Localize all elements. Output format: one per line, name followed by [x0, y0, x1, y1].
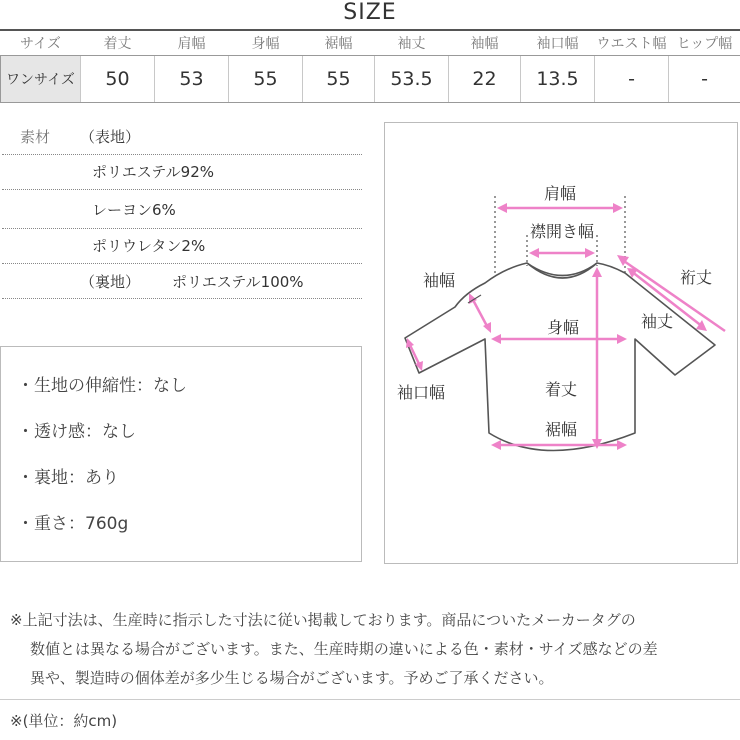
cuff-width-arrow: [406, 338, 423, 371]
properties-box: [0, 346, 362, 562]
divider: [2, 228, 362, 229]
header-waist-width: ウエスト幅: [596, 36, 667, 52]
sleeve-width-arrow: [469, 293, 491, 333]
cell-sleeve-length: 53.5: [375, 56, 449, 103]
size-table: [0, 31, 740, 103]
divider: [2, 263, 362, 264]
notes-section: [0, 602, 740, 700]
label-neck-width: 襟開き幅: [529, 222, 595, 241]
header-cuff-width: 袖口幅: [536, 36, 579, 52]
header-length: 着丈: [103, 36, 132, 52]
label-body-width: 身幅: [546, 318, 580, 337]
cell-waist-width: -: [595, 56, 669, 103]
header-sleeve-length: 袖丈: [397, 36, 426, 52]
note-line-3: 異や、製造時の個体差が多少生じる場合がございます。予めご了承ください。: [30, 669, 554, 687]
header-shoulder-width: 肩幅: [177, 36, 206, 52]
outer-fabric-item: レーヨン6%: [92, 201, 176, 219]
label-sleeve-length: 袖丈: [641, 312, 674, 331]
materials-label: 素材: [20, 128, 51, 146]
header-body-width: 身幅: [251, 36, 280, 52]
lining-item: ポリエステル100%: [172, 273, 304, 291]
header-hem-width: 裾幅: [324, 36, 353, 52]
label-sleeve-width: 袖幅: [423, 271, 456, 290]
divider: [2, 189, 362, 190]
hem-width-arrow: [491, 440, 627, 450]
garment-illustration: [385, 123, 737, 563]
property-stretch: ・生地の伸縮性：なし: [17, 376, 187, 396]
note-line-2: 数値とは異なる場合がございます。また、生産時期の違いによる色・素材・サイズ感などの差: [30, 640, 658, 658]
cell-cuff-width: 13.5: [521, 56, 595, 103]
label-hem-width: 裾幅: [544, 420, 578, 439]
row-size-name: ワンサイズ: [1, 56, 81, 103]
label-shoulder-width: 肩幅: [543, 184, 577, 203]
size-table-header-row: [1, 31, 740, 56]
neckline: [527, 263, 597, 276]
label-length: 着丈: [544, 380, 578, 399]
length-arrow: [592, 267, 602, 449]
label-yuki-length: 裄丈: [680, 268, 713, 287]
cell-shoulder-width: 53: [155, 56, 229, 103]
outer-fabric-item: ポリウレタン2%: [92, 237, 206, 255]
table-row: [1, 56, 740, 103]
cell-body-width: 55: [229, 56, 303, 103]
cell-sleeve-width: 22: [449, 56, 521, 103]
divider: [2, 298, 362, 299]
measurement-diagram: [384, 122, 738, 564]
cell-hem-width: 55: [303, 56, 375, 103]
size-title: SIZE: [343, 0, 397, 25]
note-line-1: ※上記寸法は、生産時に指示した寸法に従い掲載しております。商品についたメーカータグの: [10, 611, 636, 629]
shoulder-width-arrow: [497, 203, 623, 213]
header-hip-width: ヒップ幅: [676, 36, 733, 52]
cell-hip-width: -: [669, 56, 740, 103]
cell-length: 50: [81, 56, 155, 103]
property-sheer: ・透け感：なし: [17, 422, 136, 442]
outer-fabric-item: ポリエステル92%: [92, 163, 214, 181]
label-cuff-width: 袖口幅: [397, 383, 446, 402]
outer-fabric-label: （表地）: [80, 128, 141, 146]
unit-note: ※(単位：約cm): [10, 712, 118, 730]
property-weight: ・重さ：760g: [17, 514, 129, 534]
property-lining: ・裏地：あり: [17, 468, 119, 488]
divider: [2, 154, 362, 155]
header-sleeve-width: 袖幅: [470, 36, 499, 52]
header-size: サイズ: [20, 36, 61, 52]
lining-label: （裏地）: [80, 273, 141, 291]
neck-width-arrow: [529, 248, 595, 258]
